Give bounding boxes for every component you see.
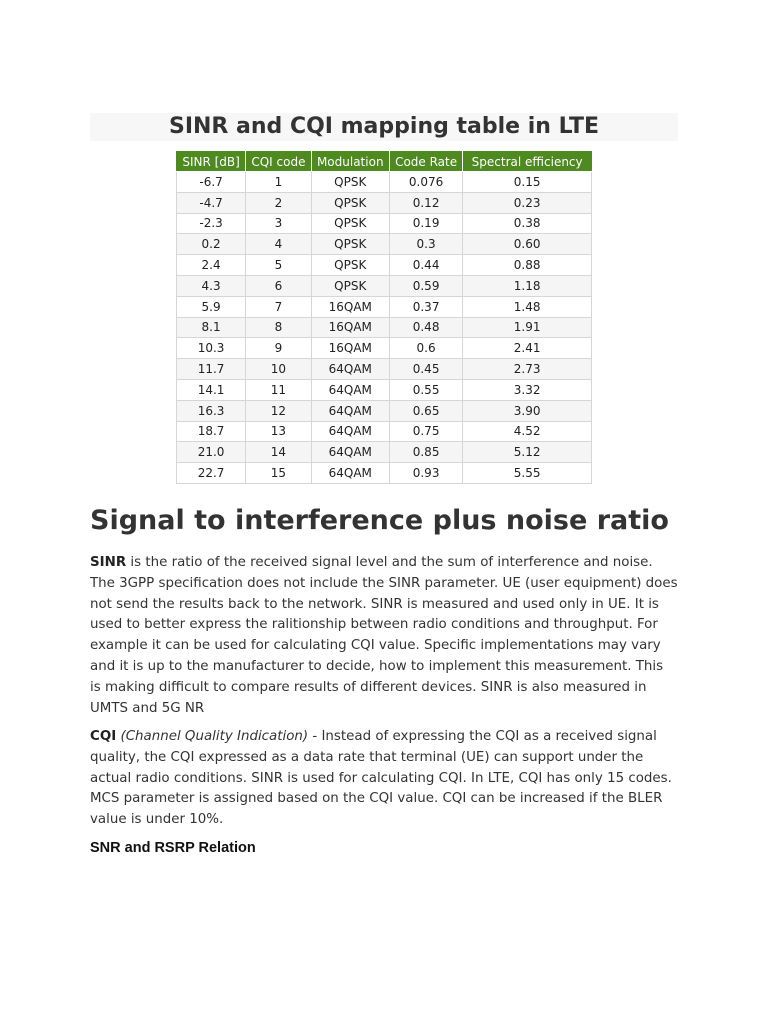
- cell-spectral-efficiency: 1.48: [463, 296, 592, 317]
- table-row: [177, 317, 592, 338]
- cell-spectral-efficiency: 0.88: [463, 255, 592, 276]
- table-title-bar: [90, 113, 678, 141]
- table-row: [177, 213, 592, 234]
- cell-spectral-efficiency: 2.73: [463, 359, 592, 380]
- table-row: [177, 234, 592, 255]
- cell-modulation: 16QAM: [311, 317, 389, 338]
- cell-spectral-efficiency: 0.38: [463, 213, 592, 234]
- cell-code-rate: 0.59: [389, 275, 462, 296]
- cell-sinr: 18.7: [177, 421, 246, 442]
- cell-cqi-code: 2: [246, 192, 312, 213]
- cell-sinr: 21.0: [177, 442, 246, 463]
- cell-code-rate: 0.37: [389, 296, 462, 317]
- cell-sinr: 8.1: [177, 317, 246, 338]
- section-heading: Signal to interference plus noise ratio: [90, 505, 669, 536]
- table-row: [177, 192, 592, 213]
- table-row: [177, 379, 592, 400]
- cell-spectral-efficiency: 1.91: [463, 317, 592, 338]
- header-spectral-efficiency: Spectral efficiency: [463, 152, 592, 172]
- sinr-paragraph-text: is the ratio of the received signal level and the sum of interference and noise. The 3GPP specification does not include the SINR parameter. UE (user equipment) does not send the results back to the network. SINR is measured and used only in UE. It is used to better express the ralitionship between radio conditions and throughput. For example it can be used for calculating CQI value. Specific implementations may vary and it is up to the manufacturer to decide, how to implement this measurement. This is making difficult to compare results of different devices. SINR is also measured in UMTS and 5G NR: [90, 555, 678, 716]
- cell-code-rate: 0.12: [389, 192, 462, 213]
- cell-spectral-efficiency: 5.55: [463, 463, 592, 484]
- cell-cqi-code: 1: [246, 172, 312, 193]
- cell-code-rate: 0.6: [389, 338, 462, 359]
- cell-code-rate: 0.076: [389, 172, 462, 193]
- cell-cqi-code: 9: [246, 338, 312, 359]
- header-code-rate: Code Rate: [389, 152, 462, 172]
- header-sinr: SINR [dB]: [177, 152, 246, 172]
- cell-modulation: 16QAM: [311, 296, 389, 317]
- cell-modulation: QPSK: [311, 172, 389, 193]
- cell-cqi-code: 8: [246, 317, 312, 338]
- cell-modulation: 64QAM: [311, 359, 389, 380]
- cell-code-rate: 0.3: [389, 234, 462, 255]
- cell-modulation: 64QAM: [311, 421, 389, 442]
- cell-code-rate: 0.85: [389, 442, 462, 463]
- cell-spectral-efficiency: 3.32: [463, 379, 592, 400]
- cell-cqi-code: 4: [246, 234, 312, 255]
- cell-code-rate: 0.65: [389, 400, 462, 421]
- table-row: [177, 172, 592, 193]
- cell-sinr: -4.7: [177, 192, 246, 213]
- snr-rsrp-subheading: SNR and RSRP Relation: [90, 840, 256, 856]
- cqi-term: CQI: [90, 729, 117, 744]
- cell-modulation: QPSK: [311, 275, 389, 296]
- cell-code-rate: 0.44: [389, 255, 462, 276]
- table-body: [177, 172, 592, 484]
- table-title: SINR and CQI mapping table in LTE: [168, 114, 600, 139]
- cell-cqi-code: 10: [246, 359, 312, 380]
- table-header-row: [177, 152, 592, 172]
- cell-modulation: 16QAM: [311, 338, 389, 359]
- cell-spectral-efficiency: 0.15: [463, 172, 592, 193]
- table-row: [177, 255, 592, 276]
- cell-cqi-code: 7: [246, 296, 312, 317]
- cell-modulation: QPSK: [311, 255, 389, 276]
- cell-code-rate: 0.93: [389, 463, 462, 484]
- cell-cqi-code: 5: [246, 255, 312, 276]
- cell-spectral-efficiency: 0.60: [463, 234, 592, 255]
- cell-cqi-code: 15: [246, 463, 312, 484]
- cell-code-rate: 0.55: [389, 379, 462, 400]
- header-modulation: Modulation: [311, 152, 389, 172]
- cell-spectral-efficiency: 3.90: [463, 400, 592, 421]
- cell-modulation: QPSK: [311, 192, 389, 213]
- cqi-paragraph-text: - Instead of expressing the CQI as a received signal quality, the CQI expressed as a data rate that terminal (UE) can support under the actual radio conditions. SINR is used for calculating CQI. In LTE, CQI has only 15 codes. MCS parameter is assigned based on the CQI value. CQI can be increased if the BLER value is under 10%.: [90, 729, 672, 828]
- cell-code-rate: 0.75: [389, 421, 462, 442]
- cell-cqi-code: 11: [246, 379, 312, 400]
- cell-sinr: -2.3: [177, 213, 246, 234]
- cell-modulation: QPSK: [311, 234, 389, 255]
- cell-spectral-efficiency: 5.12: [463, 442, 592, 463]
- cell-spectral-efficiency: 4.52: [463, 421, 592, 442]
- cell-sinr: 2.4: [177, 255, 246, 276]
- cell-sinr: 14.1: [177, 379, 246, 400]
- cell-cqi-code: 3: [246, 213, 312, 234]
- cell-cqi-code: 13: [246, 421, 312, 442]
- header-cqi-code: CQI code: [246, 152, 312, 172]
- cell-modulation: 64QAM: [311, 379, 389, 400]
- table-row: [177, 359, 592, 380]
- cqi-expansion: (Channel Quality Indication): [120, 729, 309, 744]
- cell-code-rate: 0.48: [389, 317, 462, 338]
- cell-modulation: QPSK: [311, 213, 389, 234]
- cell-sinr: 16.3: [177, 400, 246, 421]
- sinr-term: SINR: [90, 555, 127, 570]
- cell-code-rate: 0.45: [389, 359, 462, 380]
- table-row: [177, 463, 592, 484]
- table-row: [177, 400, 592, 421]
- sinr-paragraph: [90, 553, 678, 719]
- table-row: [177, 338, 592, 359]
- cell-spectral-efficiency: 1.18: [463, 275, 592, 296]
- cell-cqi-code: 12: [246, 400, 312, 421]
- cell-cqi-code: 6: [246, 275, 312, 296]
- cell-cqi-code: 14: [246, 442, 312, 463]
- cell-sinr: 0.2: [177, 234, 246, 255]
- table-row: [177, 275, 592, 296]
- cell-code-rate: 0.19: [389, 213, 462, 234]
- cell-spectral-efficiency: 0.23: [463, 192, 592, 213]
- cell-sinr: 11.7: [177, 359, 246, 380]
- cell-sinr: 5.9: [177, 296, 246, 317]
- sinr-cqi-mapping-table: [176, 151, 592, 484]
- cell-sinr: -6.7: [177, 172, 246, 193]
- cqi-paragraph: [90, 727, 678, 831]
- cell-modulation: 64QAM: [311, 442, 389, 463]
- table-row: [177, 442, 592, 463]
- cell-sinr: 22.7: [177, 463, 246, 484]
- cell-sinr: 4.3: [177, 275, 246, 296]
- cell-sinr: 10.3: [177, 338, 246, 359]
- table-row: [177, 296, 592, 317]
- table-row: [177, 421, 592, 442]
- cell-modulation: 64QAM: [311, 400, 389, 421]
- cell-spectral-efficiency: 2.41: [463, 338, 592, 359]
- cell-modulation: 64QAM: [311, 463, 389, 484]
